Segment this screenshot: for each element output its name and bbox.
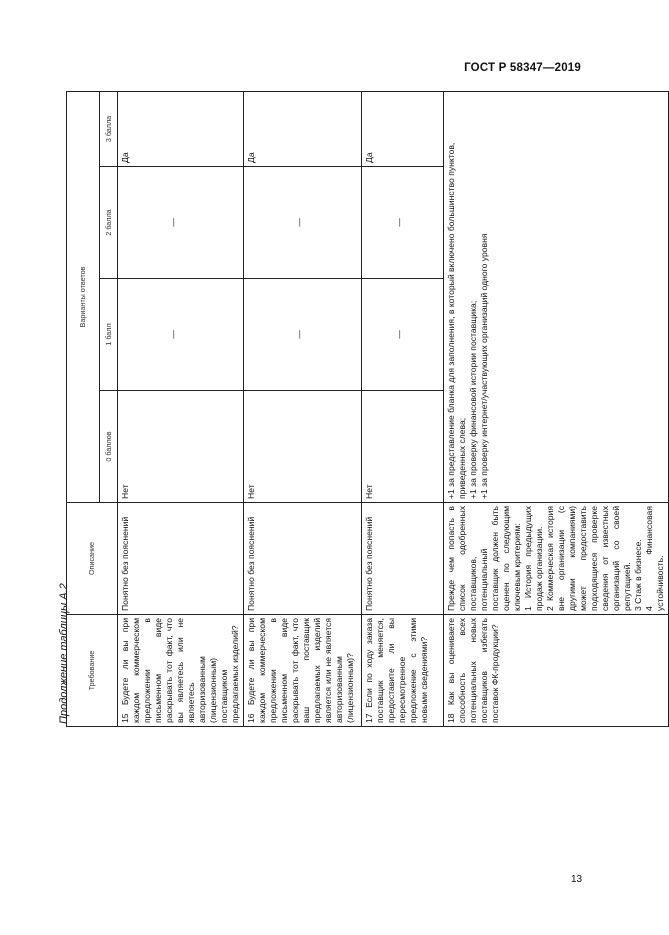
score-2-cell — [118, 167, 244, 279]
header-requirement: Требование — [67, 615, 118, 727]
score-3-cell: Да — [362, 91, 444, 166]
description-cell: Понятно без пояснений — [362, 503, 444, 615]
scoring-cell — [444, 91, 669, 502]
score-2-value: — — [168, 218, 178, 227]
requirement-cell: 15 Будете ли вы при каждом коммерческом предложении в письменном виде раскрывать тот факт, что вы являетесь или не являетесь авторизованным (лицензионным) поставщиком предлагаемых изделий? — [118, 615, 244, 727]
description-line: 1 История предыдущих продаж организации. — [523, 506, 544, 611]
score-2-cell — [362, 167, 444, 279]
header-score-0: 0 баллов — [100, 391, 118, 503]
header-score-1: 1 балл — [100, 279, 118, 391]
score-3-cell: Да — [244, 91, 362, 166]
score-1-value: — — [168, 330, 178, 339]
score-2-value: — — [294, 218, 304, 227]
requirement-cell: 16 Будете ли вы при каждом коммерческом предложении в письменном виде раскрывать тот факт, что ваш поставщик предлагаемых изделий является или не является авторизованным (лицензионным)? — [244, 615, 362, 727]
description-cell: Понятно без пояснений — [244, 503, 362, 615]
score-0-cell: Нет — [118, 391, 244, 503]
header-score-2: 2 балла — [100, 167, 118, 279]
header-variants: Варианты ответов — [67, 91, 100, 502]
score-1-cell — [244, 279, 362, 391]
description-cell — [444, 503, 669, 615]
score-2-value: — — [394, 218, 404, 227]
score-1-cell — [118, 279, 244, 391]
header-score-3: 3 балла — [100, 91, 118, 166]
requirement-cell: 17 Если по ходу заказа поставщик меняется, предоставите ли вы пересмотренное предложение с этими новыми сведениями? — [362, 615, 444, 727]
score-0-cell: Нет — [362, 391, 444, 503]
table-row — [444, 91, 669, 726]
description-line: 2 Коммерческая история вне организации (с другими компаниями) может предоставить подходящиеся проверке сведения от известных организаций со своей репутацией. — [545, 506, 632, 611]
page-number: 13 — [571, 874, 583, 885]
score-1-value: — — [294, 330, 304, 339]
description-cell: Понятно без пояснений — [118, 503, 244, 615]
score-0-cell: Нет — [244, 391, 362, 503]
score-1-cell — [362, 279, 444, 391]
description-line: 3 Стаж в бизнесе. — [633, 539, 643, 611]
score-2-cell — [244, 167, 362, 279]
document-code: ГОСТ Р 58347—2019 — [464, 62, 581, 74]
scoring-line: +1 за проверку финансовой истории поставщика; — [468, 300, 478, 499]
header-description: Описание — [67, 503, 118, 615]
scoring-line: +1 за проверку интернет/участвующих организаций одного уровня — [479, 233, 489, 499]
requirements-table — [66, 91, 669, 727]
description-line: 4 Финансовая устойчивость. — [644, 506, 665, 611]
table-row — [244, 91, 362, 726]
table-caption: Продолжение таблицы А.2 — [58, 583, 70, 724]
score-1-value: — — [394, 330, 404, 339]
requirement-cell: 18 Как вы оцениваете способность всех потенциальных новых поставщиков избегать поставок ФК-продукции? — [444, 615, 669, 727]
table-row — [118, 91, 244, 726]
table-header-row-1 — [67, 91, 100, 726]
description-line: Прежде чем попасть в список одобренных поставщиков, потенциальный поставщик должен быть оценен по следующим ключевым критериям: — [446, 506, 522, 611]
score-3-cell: Да — [118, 91, 244, 166]
scoring-line: +1 за представление бланка для заполнения, в который включено большинство пунктов, приведенных слева; — [446, 142, 467, 499]
rotated-table-wrapper — [66, 92, 665, 727]
table-row — [362, 91, 444, 726]
